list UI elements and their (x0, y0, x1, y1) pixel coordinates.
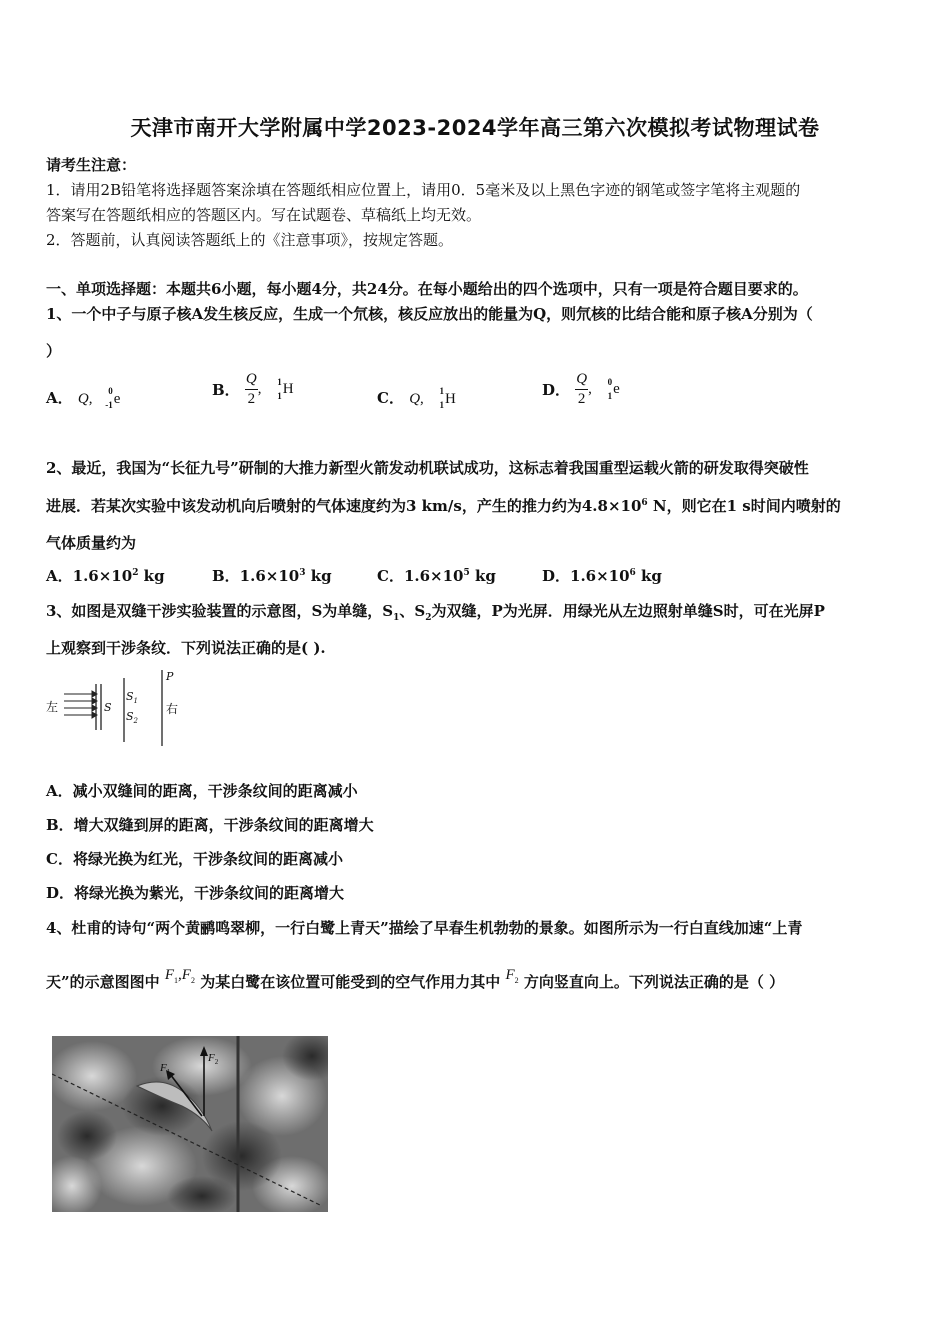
exponent: 2 (132, 568, 139, 578)
question-4-stem-1: 4、杜甫的诗句“两个黄鹂鸣翠柳，一行白鹭上青天”描绘了早春生机勃勃的景象。如图所示为一行白直线加速“上青 (46, 919, 803, 937)
question-4-stem-2 (46, 967, 785, 993)
text: 为某白鹭在该位置可能受到的空气作用力其中 (200, 973, 501, 991)
numerator: Q (245, 371, 257, 387)
option-label: B． (212, 381, 240, 399)
element-symbol: H (282, 381, 294, 397)
figure-label-s: S (104, 701, 112, 714)
exponent: 6 (629, 568, 636, 578)
fraction (245, 372, 258, 407)
q1-option-c[interactable] (377, 386, 456, 412)
figure-label-left: 左 (46, 700, 59, 714)
subscript: 1 (166, 1068, 171, 1077)
element-symbol: e (113, 391, 121, 407)
q3-option-d[interactable]: D．将绿光换为紫光，干涉条纹间的距离增大 (46, 884, 345, 902)
separator: , (257, 381, 262, 397)
denominator: 2 (247, 391, 256, 407)
q1-option-b[interactable] (212, 372, 294, 407)
text: F (160, 1062, 167, 1074)
f1-symbol: F (164, 967, 175, 983)
text: 方向竖直向上。下列说法正确的是（ ） (523, 973, 785, 991)
text: 为双缝，P为光屏．用绿光从左边照射单缝S时，可在光屏P (431, 602, 825, 620)
unit: kg (305, 567, 332, 585)
separator: , (420, 391, 424, 407)
photo-label-f1 (160, 1062, 170, 1076)
page-title: 天津市南开大学附属中学2023-2024学年高三第六次模拟考试物理试卷 (130, 116, 820, 140)
unit: kg (635, 567, 662, 585)
f2-symbol: F (505, 967, 515, 983)
double-slit-figure (44, 668, 194, 748)
q-symbol: Q (77, 391, 89, 407)
question-3-stem-1 (46, 600, 825, 623)
exponent: 3 (299, 568, 306, 578)
numerator: Q (576, 371, 588, 387)
exponent: 5 (463, 568, 470, 578)
q1-option-d[interactable] (542, 372, 620, 407)
subscript: 1 (393, 613, 400, 623)
mass-number: 1 (439, 386, 445, 396)
nuclide-notation (429, 386, 445, 412)
q2-option-c[interactable] (377, 565, 496, 586)
subscript: 1 (133, 697, 139, 706)
mass-number: 0 (607, 376, 613, 387)
mass-number: 1 (277, 376, 282, 387)
nuclide-notation (267, 377, 283, 403)
force-symbol-f2 (505, 967, 518, 983)
charge-number: 1 (607, 390, 613, 401)
question-2-stem-2 (46, 495, 841, 516)
figure-label-right: 右 (166, 702, 179, 716)
option-label: C． (377, 389, 404, 407)
fraction (575, 372, 588, 407)
q3-option-a[interactable]: A．减小双缝间的距离，干涉条纹间的距离减小 (46, 782, 358, 800)
f2-symbol: F (181, 967, 191, 983)
option-label: D． (542, 381, 571, 399)
unit: kg (469, 567, 496, 585)
charge-number: 1 (439, 400, 445, 410)
question-1-stem-end: ） (46, 342, 62, 360)
separator: , (588, 381, 592, 397)
notice-heading: 请考生注意： (46, 156, 137, 174)
subscript: 2 (133, 717, 139, 726)
mass-number: 0 (108, 386, 113, 396)
figure-label-p: P (166, 670, 174, 683)
separator: , (88, 391, 93, 407)
subscript: 2 (514, 976, 519, 985)
text: 进展．若某次实验中该发动机向后喷射的气体速度约为3 km/s，产生的推力约为4.8×10 (46, 497, 642, 515)
subscript: 2 (425, 613, 432, 623)
notice-line-3: 2．答题前，认真阅读答题纸上的《注意事项》，按规定答题。 (46, 231, 454, 249)
charge-number: -1 (105, 400, 113, 410)
q1-option-a[interactable] (46, 386, 120, 412)
q-symbol: Q (409, 391, 421, 407)
subscript: 2 (214, 1058, 219, 1067)
figure-label-s1 (126, 690, 138, 705)
text: S (126, 690, 134, 703)
question-2-stem-3: 气体质量约为 (46, 534, 137, 552)
question-1-stem: 1、一个中子与原子核A发生核反应，生成一个氘核，核反应放出的能量为Q，则氘核的比结合能和原子核A分别为（ (46, 305, 813, 323)
text: 天”的示意图图中 (46, 973, 160, 991)
option-label: A．1.6×10 (46, 567, 133, 585)
question-3-stem-2: 上观察到干涉条纹．下列说法正确的是( ). (46, 639, 326, 657)
subscript: 1 (174, 976, 179, 985)
element-symbol: e (613, 381, 620, 397)
q2-option-b[interactable] (212, 565, 332, 586)
text: S (126, 710, 134, 723)
text: N，则它在1 s时间内喷射的 (647, 497, 841, 515)
unit: kg (138, 567, 165, 585)
text: 3、如图是双缝干涉实验装置的示意图，S为单缝，S (46, 602, 394, 620)
section-heading: 一、单项选择题：本题共6小题，每小题4分，共24分。在每小题给出的四个选项中，只有一项是符合题目要求的。 (46, 280, 808, 298)
option-label: C．1.6×10 (377, 567, 464, 585)
option-label: D．1.6×10 (542, 567, 630, 585)
q2-option-d[interactable] (542, 565, 662, 586)
q3-option-b[interactable]: B．增大双缝到屏的距离，干涉条纹间的距离增大 (46, 816, 374, 834)
q2-option-a[interactable] (46, 565, 165, 586)
charge-number: 1 (277, 390, 282, 401)
subscript: 2 (190, 976, 195, 985)
notice-line-1: 1．请用2B铅笔将选择题答案涂填在答题纸相应位置上，请用0．5毫米及以上黑色字迹的钢笔或签字笔将主观题的 (46, 181, 801, 199)
option-label: B．1.6×10 (212, 567, 300, 585)
text: 、S (399, 602, 426, 620)
text: F (208, 1052, 215, 1064)
separator: , (178, 967, 182, 983)
figure-label-s2 (126, 710, 138, 725)
denominator: 2 (577, 391, 586, 407)
exponent: 6 (641, 498, 648, 508)
egret-photo (52, 1036, 328, 1212)
nuclide-notation (98, 386, 114, 412)
element-symbol: H (445, 391, 456, 407)
q3-option-c[interactable]: C．将绿光换为红光，干涉条纹间的距离减小 (46, 850, 343, 868)
force-symbols (165, 967, 195, 983)
photo-label-f2 (208, 1052, 218, 1066)
question-2-stem-1: 2、最近，我国为“长征九号”研制的大推力新型火箭发动机联试成功，这标志着我国重型运载火箭的研发取得突破性 (46, 459, 809, 477)
nuclide-notation (597, 377, 613, 403)
option-label: A． (46, 389, 73, 407)
notice-line-2: 答案写在答题纸相应的答题区内。写在试题卷、草稿纸上均无效。 (46, 206, 482, 224)
